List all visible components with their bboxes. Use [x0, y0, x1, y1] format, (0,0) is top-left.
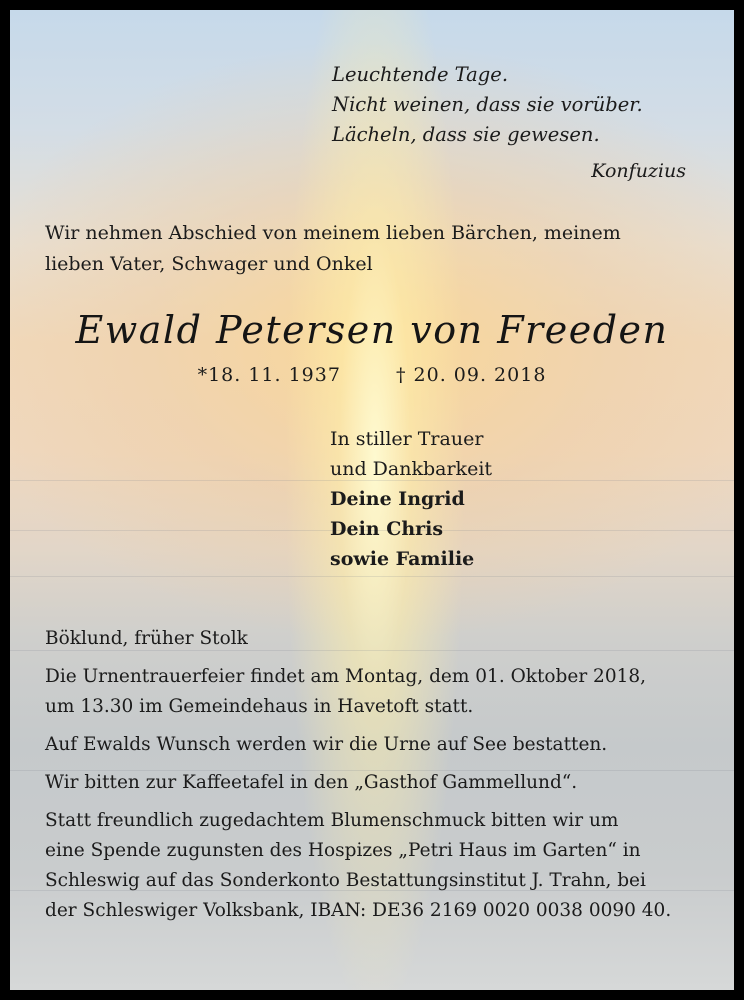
intro-line: Wir nehmen Abschied von meinem lieben Bärchen, meinem — [45, 222, 621, 244]
mourner-name: sowie Familie — [330, 548, 475, 570]
ceremony-paragraph — [45, 662, 715, 722]
mourner-name: Dein Chris — [330, 518, 444, 540]
donation-paragraph — [45, 806, 715, 926]
burial-line: Auf Ewalds Wunsch werden wir die Urne auf See bestatten. — [45, 734, 608, 755]
coffee-line: Wir bitten zur Kaffeetafel in den „Gasthof Gammellund“. — [45, 772, 578, 793]
poem-line: Nicht weinen, dass sie vorüber. — [332, 93, 643, 116]
place-line: Böklund, früher Stolk — [45, 628, 248, 649]
intro-text — [45, 218, 715, 280]
ceremony-line: Die Urnentrauerfeier findet am Montag, dem 01. Oktober 2018, — [45, 666, 647, 687]
water-line — [10, 576, 734, 577]
poem-author: Konfuzius — [591, 160, 686, 182]
donation-line: Statt freundlich zugedachtem Blumenschmuck bitten wir um — [45, 810, 619, 831]
mourning-line: In stiller Trauer — [330, 428, 484, 450]
donation-line: der Schleswiger Volksbank, IBAN: DE36 2169 0020 0038 0090 40. — [45, 900, 672, 921]
poem — [332, 60, 643, 150]
poem-line: Leuchtende Tage. — [332, 63, 509, 86]
life-dates — [10, 364, 734, 386]
poem-line: Lächeln, dass sie gewesen. — [332, 123, 600, 146]
donation-line: eine Spende zugunsten des Hospizes „Petri Haus im Garten“ in — [45, 840, 641, 861]
ceremony-line: um 13.30 im Gemeindehaus in Havetoft statt. — [45, 696, 474, 717]
mourners-block — [330, 424, 492, 574]
mourning-line: und Dankbarkeit — [330, 458, 493, 480]
details-text — [45, 624, 715, 930]
obituary-card — [10, 10, 734, 990]
death-date: † 20. 09. 2018 — [396, 364, 547, 386]
mourner-name: Deine Ingrid — [330, 488, 465, 510]
intro-line: lieben Vater, Schwager und Onkel — [45, 253, 373, 275]
birth-date: *18. 11. 1937 — [197, 364, 341, 386]
deceased-name: Ewald Petersen von Freeden — [75, 308, 669, 352]
donation-line: Schleswig auf das Sonderkonto Bestattungsinstitut J. Trahn, bei — [45, 870, 646, 891]
